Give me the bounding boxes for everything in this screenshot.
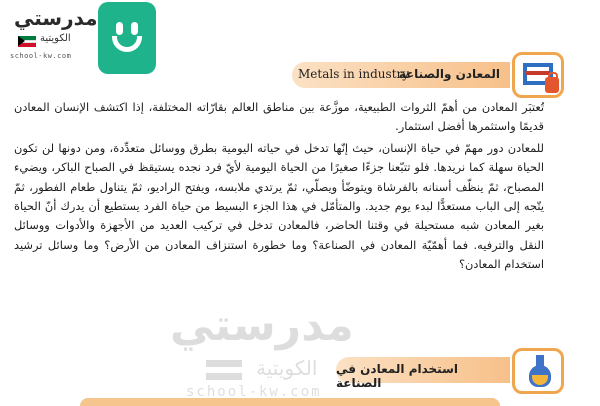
section2-title-ar: استخدام المعادن في الصناعة: [336, 362, 458, 390]
watermark: [170, 300, 400, 406]
next-section-strip: [80, 398, 500, 406]
section-header-metal-use-in-industry: [336, 357, 510, 390]
watermark-url: school-kw.com: [186, 384, 322, 400]
section-title-ar: المعادن والصناعة: [398, 67, 500, 81]
paragraph-main: للمعادن دور مهمّ في حياة الإنسان، حيث إنّها تدخل في حياته اليومية بطرق ووسائل متعدِّدة، ومن دونها لن تكون الحياة سهلة كما نريدها. فلو تتبّعنا جزءًا صغيرًا من الحياة اليومية لأيّ فرد نجده يستيقظ في الصباح الباكر، ويضيء المصباح، ثمّ ينظّف أسنانه بالفرشاة ويتوضّأ ويصلّي، ثمّ يرتدي ملابسه، ويفتح الراديو، ثمّ يتناول طعام الفطور، ثمّ يتّجه إلى الباب مستعدًّا لبدء يوم جديد. والمتأمّل في هذا الجزء البسيط من حياة الفرد يستطيع أن يدرك أنّ الحياة بغير المعادن شبه مستحيلة في وقتنا الحاضر، فالمعادن تدخل في تركيب العديد من الأجهزة والأدوات ووسائل النقل والترفيه. فما أهمّيّة المعادن في الصناعة؟ وما خطورة استنزاف المعادن من الأرض؟ وما وسائل ترشيد استخدام المعادن؟: [14, 140, 544, 272]
logo-title: مدرستي: [14, 6, 98, 30]
paragraph-intro: تُعتبَر المعادن من أهمّ الثروات الطبيعية، موزَّعة بين مناطق العالم بقارّاته المختلفة، إذا اكتشف الإنسان المعادن قديمًا واستثمرها أفضل استثمار.: [14, 100, 544, 134]
lesson-body-text: [14, 98, 544, 277]
tools-frame-icon: [512, 52, 564, 98]
flask-icon: [512, 348, 564, 394]
site-logo[interactable]: [6, 2, 166, 74]
section-title-en: Metals in industry: [298, 67, 410, 81]
smiley-logo-icon: [98, 2, 156, 74]
logo-url: school-kw.com: [10, 52, 72, 60]
watermark-subtitle: الكويتية: [256, 356, 318, 380]
section-header-metals-in-industry: [292, 62, 510, 88]
kuwait-flag-icon: [18, 36, 36, 47]
watermark-flag-icon: [206, 360, 242, 380]
logo-subtitle: الكويتية: [40, 33, 71, 44]
watermark-title: مدرستي: [170, 300, 354, 351]
